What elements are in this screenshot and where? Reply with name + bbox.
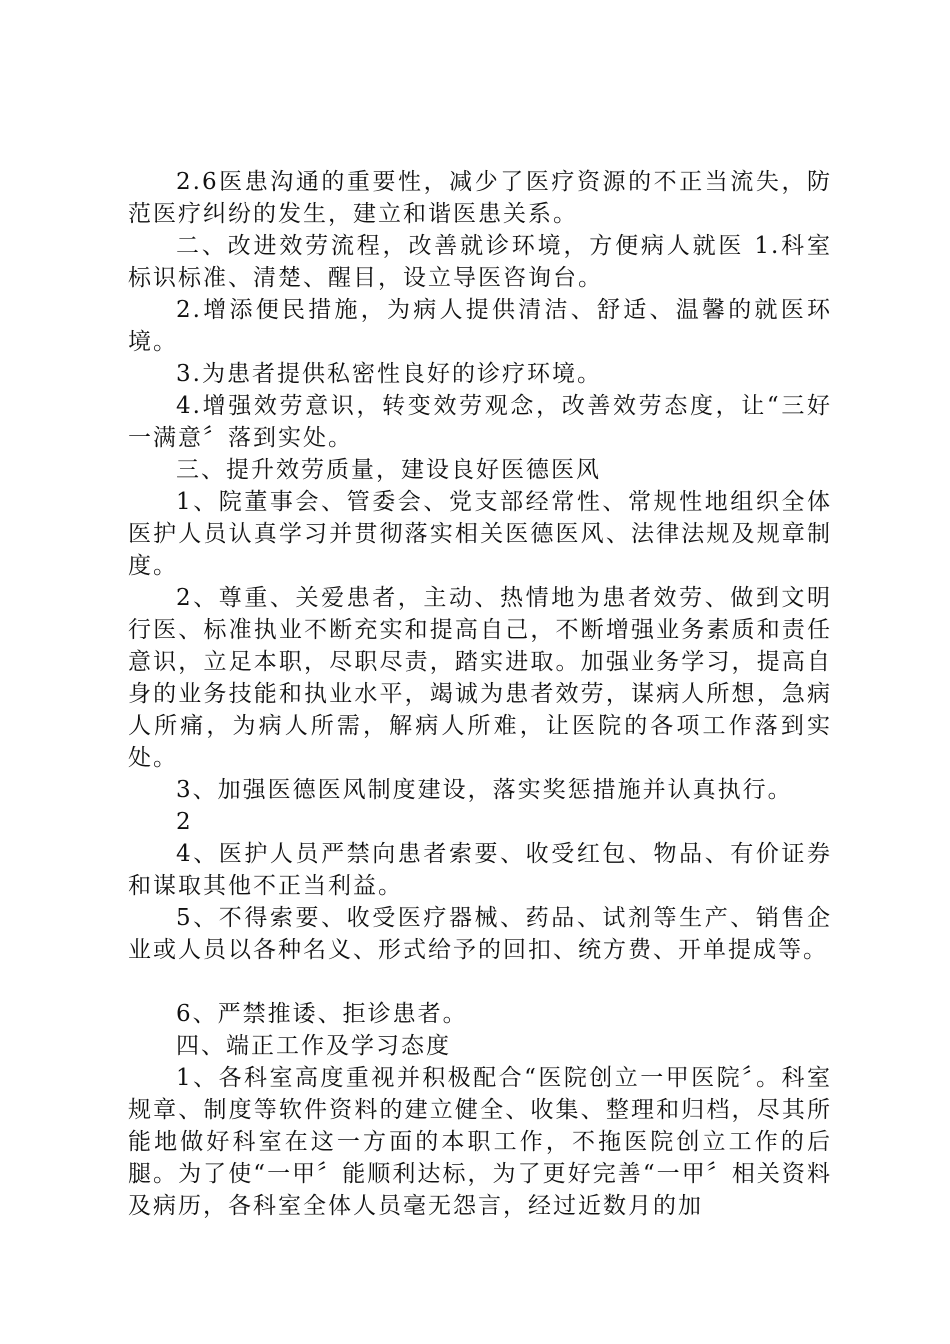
- paragraph-no-red-envelopes: 4、医护人员严禁向患者索要、收受红包、物品、有价证券和谋取其他不正当利益。: [128, 841, 832, 899]
- section-two-heading: 二、改进效劳流程，改善就诊环境，方便病人就医 1.科室标识标准、清楚、醒目，设立导医咨询台。: [128, 233, 832, 291]
- paragraph-2-6: 2.6医患沟通的重要性，减少了医疗资源的不正当流失，防范医疗纠纷的发生，建立和谐医患关系。: [128, 169, 832, 227]
- paragraph-service-awareness: 4.增强效劳意识，转变效劳观念，改善效劳态度，让“三好一满意〞落到实处。: [128, 393, 832, 451]
- paragraph-ethics-system: 3、加强医德医风制度建设，落实奖惩措施并认真执行。: [176, 777, 793, 803]
- section-four-heading: 四、端正工作及学习态度: [176, 1033, 451, 1059]
- paragraph-no-refusal: 6、严禁推诿、拒诊患者。: [176, 1001, 468, 1027]
- paragraph-no-kickbacks: 5、不得索要、收受医疗器械、药品、试剂等生产、销售企业或人员以各种名义、形式给予的回扣、统方费、开单提成等。: [128, 905, 832, 963]
- document-body: [128, 166, 832, 1222]
- paragraph-respect-patients: 2、尊重、关爱患者，主动、热情地为患者效劳、做到文明行医、标准执业不断充实和提高自己，不断增强业务素质和责任意识，立足本职，尽职尽责，踏实进取。加强业务学习，提高自身的业务技能和执业水平，竭诚为患者效劳，谋病人所想，急病人所痛，为病人所需，解病人所难，让医院的各项工作落到实处。: [128, 585, 832, 771]
- paragraph-privacy-environment: 3.为患者提供私密性良好的诊疗环境。: [176, 361, 602, 387]
- section-three-heading: 三、提升效劳质量，建设良好医德医风: [176, 457, 601, 483]
- paragraph-convenience-measures: 2.增添便民措施，为病人提供清洁、舒适、温馨的就医环境。: [128, 297, 832, 355]
- paragraph-hospital-creation: 1、各科室高度重视并积极配合“医院创立一甲医院〞。科室规章、制度等软件资料的建立健全、收集、整理和归档，尽其所能地做好科室在这一方面的本职工作，不拖医院创立工作的后腿。为了使“一甲〞能顺利达标，为了更好完善“一甲〞相关资料及病历，各科室全体人员毫无怨言，经过近数月的加: [128, 1065, 832, 1219]
- paragraph-board-study: 1、院董事会、管委会、党支部经常性、常规性地组织全体医护人员认真学习并贯彻落实相关医德医风、法律法规及规章制度。: [128, 489, 832, 579]
- page-number: 2: [176, 809, 193, 835]
